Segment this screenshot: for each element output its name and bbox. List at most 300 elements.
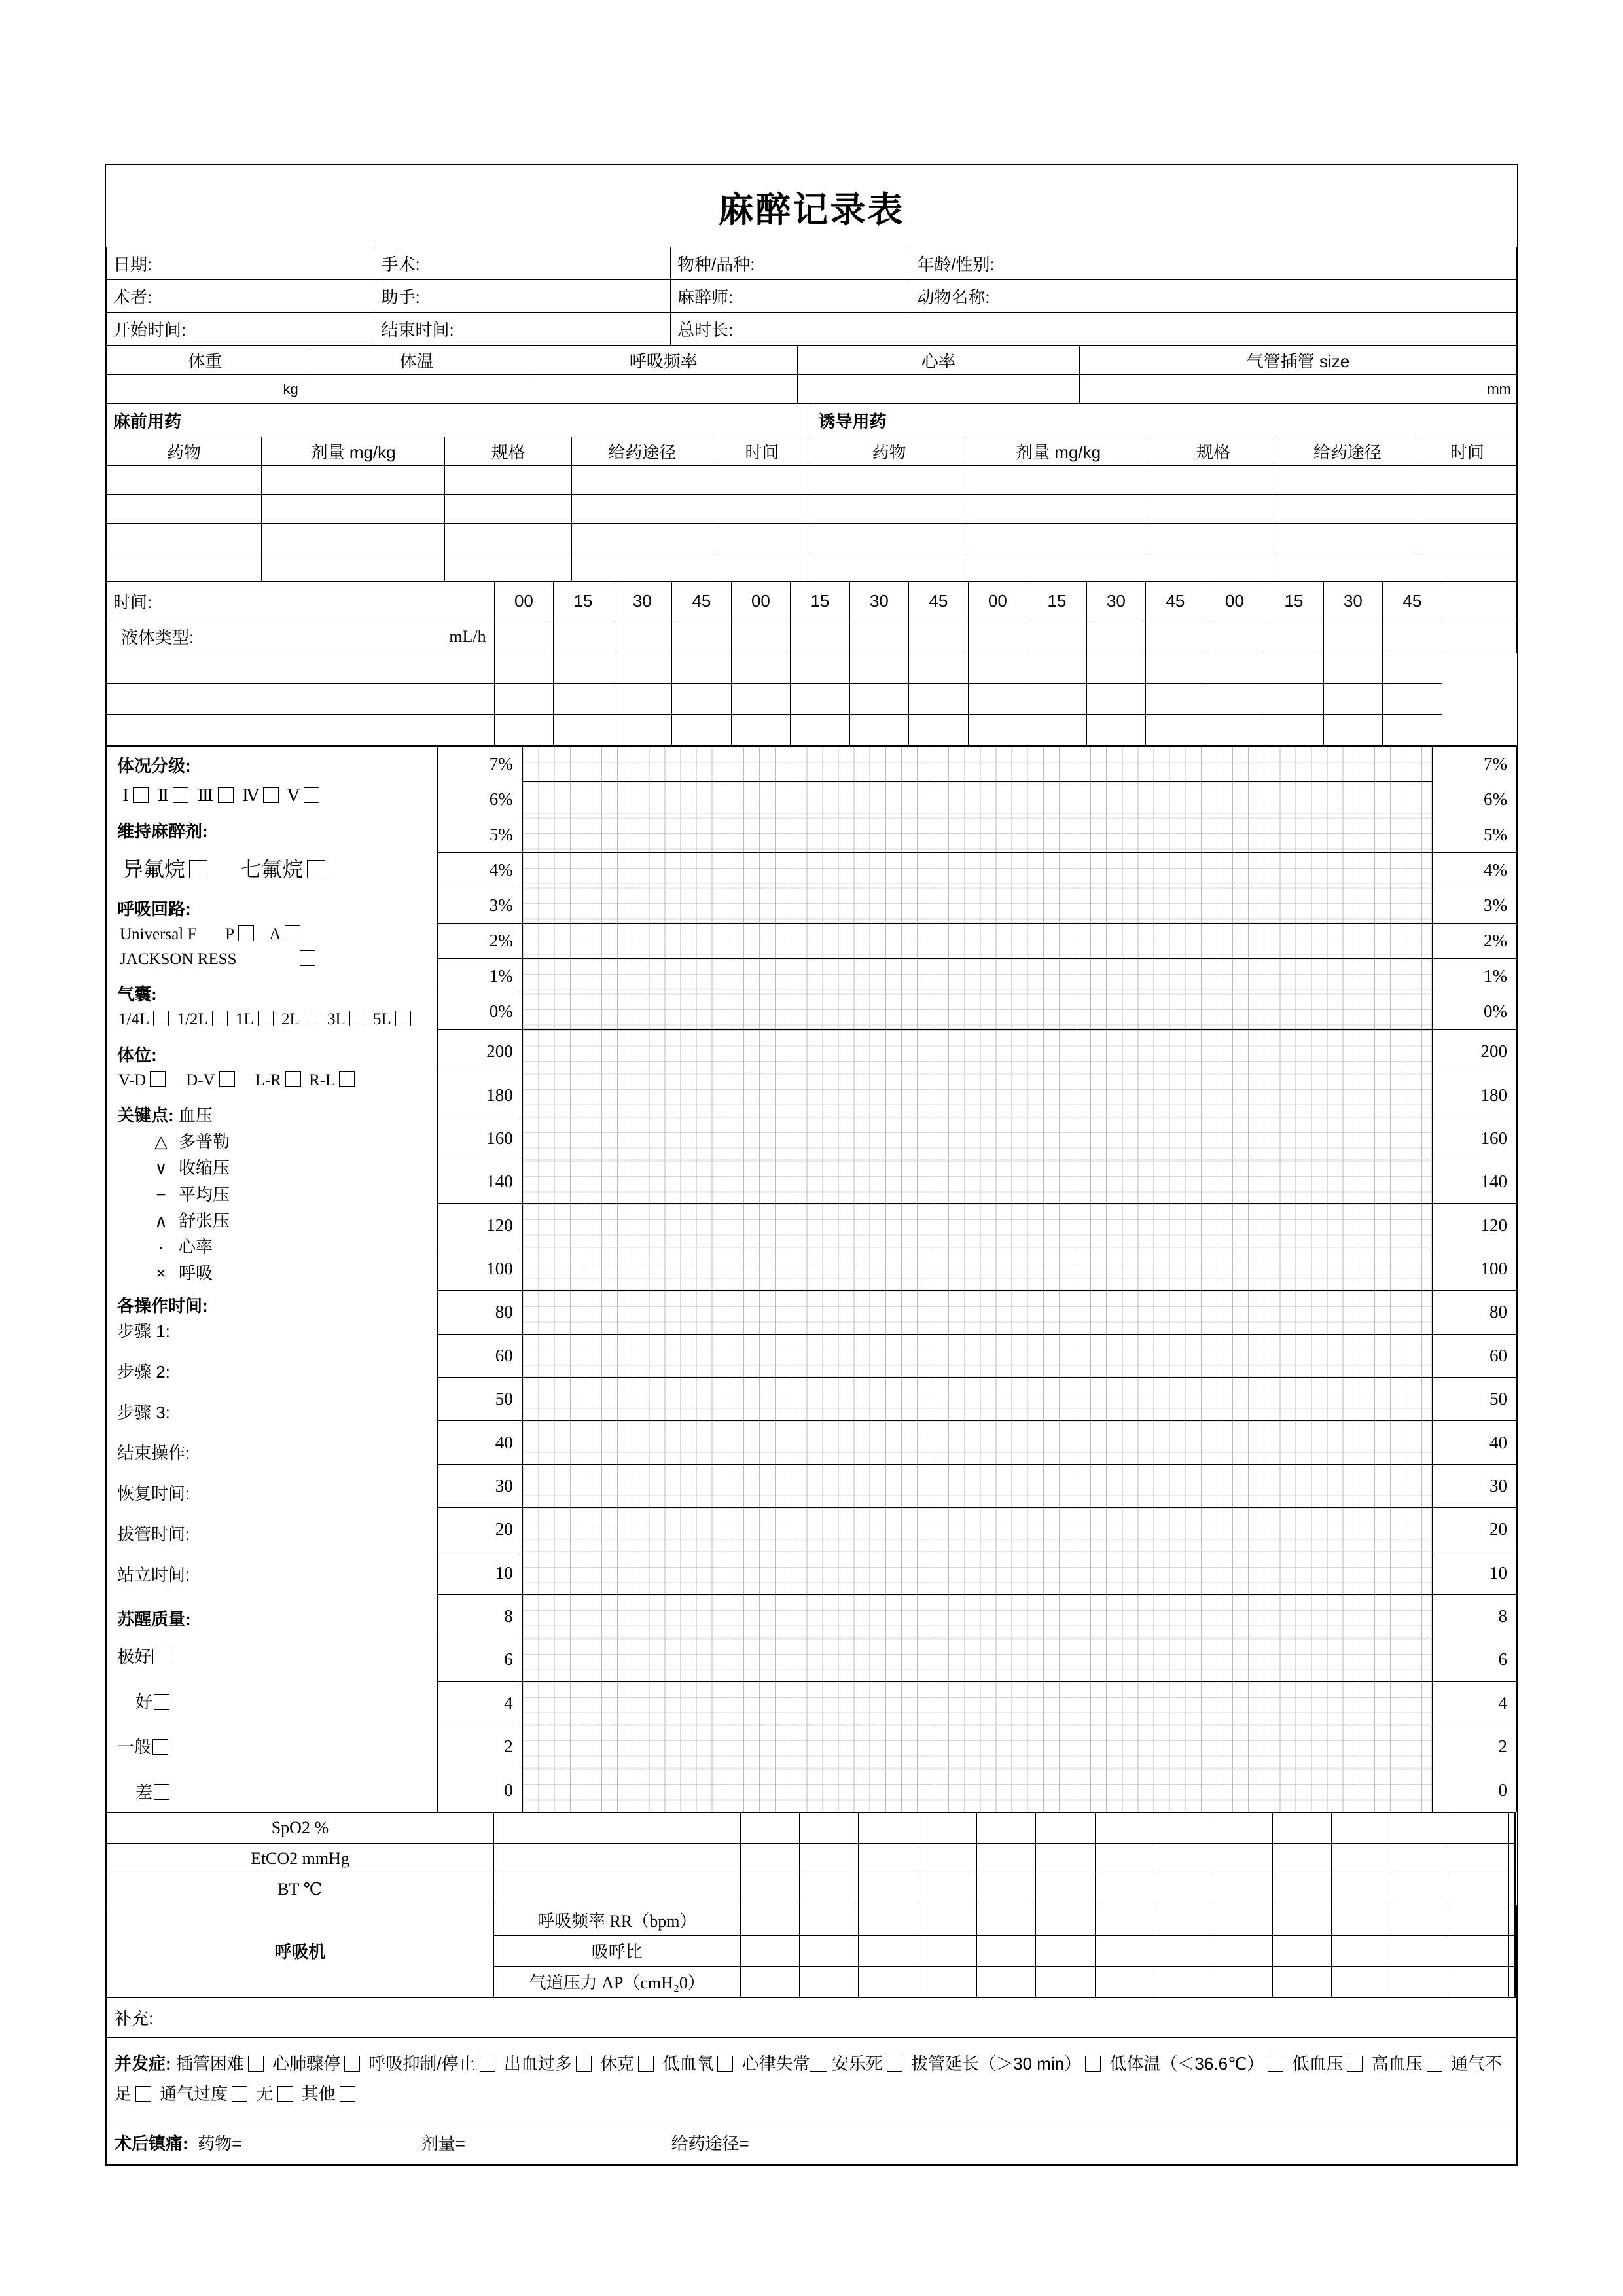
analgesia-dose-field[interactable]: 剂量= [421,2134,465,2154]
fluid-cell[interactable] [494,620,554,653]
drug-cell[interactable] [262,552,445,581]
blank-cell[interactable] [1383,715,1442,745]
drug-cell[interactable] [812,495,967,524]
vent-cell[interactable] [1332,1905,1391,1935]
bt-cell[interactable] [1332,1874,1391,1905]
vent-cell[interactable] [1450,1966,1508,1997]
vent-cell[interactable] [1154,1905,1213,1935]
spo2-cell[interactable] [918,1812,976,1843]
fluid-cell[interactable] [1086,620,1146,653]
fluid-cell[interactable] [849,620,909,653]
drug-cell[interactable] [262,524,445,552]
bt-cell[interactable] [1515,1874,1516,1905]
field-assistant-label[interactable]: 助手: [374,280,671,313]
field-species-label[interactable]: 物种/品种: [670,247,910,280]
blank-cell[interactable] [909,715,969,745]
etco2-cell[interactable] [1036,1843,1095,1874]
vent-cell[interactable] [1516,1905,1517,1935]
chart-grid-row[interactable] [522,1073,1432,1117]
drug-cell[interactable] [1277,552,1418,581]
vitals-value-resp-rate[interactable] [529,375,797,404]
chart-grid-row[interactable] [522,1334,1432,1377]
bt-cell[interactable] [859,1874,918,1905]
blank-cell[interactable] [1264,684,1324,715]
spo2-cell[interactable] [1095,1812,1154,1843]
vent-cell[interactable] [1332,1966,1391,1997]
blank-cell[interactable] [1205,715,1264,745]
vent-cell[interactable] [859,1905,918,1935]
bt-cell[interactable] [740,1874,799,1905]
asa-checkbox-3[interactable] [218,787,234,803]
drug-cell[interactable] [445,524,572,552]
bt-cell[interactable] [1154,1874,1213,1905]
complication-checkbox-13[interactable] [232,2086,247,2102]
chart-grid-row[interactable] [522,888,1432,923]
bag-checkbox-1l[interactable] [258,1011,274,1026]
vitals-value-heart-rate[interactable] [797,375,1079,404]
blank-cell[interactable] [672,653,732,684]
blank-cell[interactable] [613,684,672,715]
asa-checkbox-2[interactable] [173,787,188,803]
blank-cell[interactable] [968,715,1027,745]
etco2-cell[interactable] [977,1843,1036,1874]
blank-cell[interactable] [107,715,495,745]
blank-cell[interactable] [672,684,732,715]
field-total-duration-label[interactable]: 总时长: [670,313,1516,346]
fluid-cell[interactable] [1442,620,1516,653]
circuit-checkbox-a[interactable] [285,925,300,941]
recovery-checkbox-good[interactable] [154,1694,169,1710]
vent-cell[interactable] [1391,1935,1450,1966]
blank-cell[interactable] [731,715,791,745]
position-checkbox-vd[interactable] [150,1071,166,1087]
drug-cell[interactable] [812,466,967,495]
complication-checkbox-3[interactable] [576,2056,592,2072]
blank-cell[interactable] [554,715,613,745]
position-checkbox-rl[interactable] [339,1071,355,1087]
recovery-checkbox-fair[interactable] [152,1739,168,1755]
spo2-cell[interactable] [1036,1812,1095,1843]
chart-grid-row[interactable] [522,1117,1432,1160]
blank-cell[interactable] [1383,684,1442,715]
drug-cell[interactable] [107,524,262,552]
field-anesthetist-label[interactable]: 麻醉师: [670,280,910,313]
bt-cell[interactable] [493,1874,740,1905]
vent-cell[interactable] [977,1966,1036,1997]
bt-cell[interactable] [918,1874,976,1905]
etco2-cell[interactable] [1095,1843,1154,1874]
chart-grid-row[interactable] [522,1638,1432,1681]
blank-cell[interactable] [1027,715,1087,745]
blank-cell[interactable] [1086,684,1146,715]
vitals-value-temperature[interactable] [304,375,529,404]
blank-cell[interactable] [1264,715,1324,745]
fluid-cell[interactable] [672,620,732,653]
complication-checkbox-14[interactable] [277,2086,293,2102]
complication-checkbox-10[interactable] [1347,2056,1363,2072]
blank-cell[interactable] [1323,715,1383,745]
bag-checkbox-3l[interactable] [349,1011,365,1026]
vent-cell[interactable] [1095,1966,1154,1997]
complication-checkbox-4[interactable] [638,2056,654,2072]
chart-grid-row[interactable] [522,746,1432,782]
vent-cell[interactable] [1450,1935,1508,1966]
blank-cell[interactable] [1086,653,1146,684]
vent-cell[interactable] [1272,1905,1331,1935]
analgesia-drug-field[interactable]: 药物= [198,2134,242,2154]
drug-cell[interactable] [1277,524,1418,552]
fluid-cell[interactable] [554,620,613,653]
field-surgery-label[interactable]: 手术: [374,247,671,280]
field-end-time-label[interactable]: 结束时间: [374,313,671,346]
drug-cell[interactable] [967,495,1150,524]
operation-step-1[interactable]: 步骤 1: [117,1321,170,1341]
fluid-cell[interactable] [968,620,1027,653]
circuit-checkbox-p[interactable] [238,925,254,941]
vent-cell[interactable] [1516,1966,1517,1997]
vent-cell[interactable] [1391,1905,1450,1935]
blank-cell[interactable] [968,653,1027,684]
field-surgeon-label[interactable]: 术者: [107,280,374,313]
drug-cell[interactable] [967,466,1150,495]
blank-cell[interactable] [672,715,732,745]
blank-cell[interactable] [1205,653,1264,684]
etco2-cell[interactable] [1154,1843,1213,1874]
spo2-cell[interactable] [1450,1812,1508,1843]
drug-cell[interactable] [107,495,262,524]
blank-cell[interactable] [1264,653,1324,684]
complication-checkbox-15[interactable] [340,2086,355,2102]
spo2-cell[interactable] [1391,1812,1450,1843]
etco2-cell[interactable] [1272,1843,1331,1874]
vent-cell[interactable] [859,1966,918,1997]
etco2-cell[interactable] [493,1843,740,1874]
vent-cell[interactable] [740,1935,799,1966]
vent-cell[interactable] [1154,1935,1213,1966]
operation-step-2[interactable]: 步骤 2: [117,1361,170,1382]
vent-cell[interactable] [1450,1905,1508,1935]
maintenance-checkbox-isoflurane[interactable] [189,860,207,878]
complication-checkbox-0[interactable] [248,2056,264,2072]
blank-cell[interactable] [554,684,613,715]
complications-row[interactable] [107,2037,1517,2121]
spo2-cell[interactable] [859,1812,918,1843]
bt-cell[interactable] [1213,1874,1272,1905]
etco2-cell[interactable] [1391,1843,1450,1874]
chart-grid-row[interactable] [522,1160,1432,1204]
blank-cell[interactable] [849,684,909,715]
position-options[interactable] [118,1068,437,1093]
recovery-option-excellent-row[interactable] [117,1644,437,1670]
bag-checkbox-half[interactable] [212,1011,228,1026]
bag-checkbox-5l[interactable] [395,1011,411,1026]
operation-extubation-time[interactable]: 拔管时间: [117,1524,190,1544]
drug-cell[interactable] [1418,466,1517,495]
spo2-cell[interactable] [977,1812,1036,1843]
spo2-cell[interactable] [740,1812,799,1843]
vent-cell[interactable] [1154,1966,1213,1997]
spo2-cell[interactable] [799,1812,858,1843]
drug-cell[interactable] [262,495,445,524]
drug-cell[interactable] [1418,524,1517,552]
drug-cell[interactable] [107,552,262,581]
drug-cell[interactable] [1418,495,1517,524]
vent-cell[interactable] [1213,1935,1272,1966]
blank-cell[interactable] [494,715,554,745]
blank-cell[interactable] [731,684,791,715]
complication-checkbox-7[interactable] [887,2056,902,2072]
blank-cell[interactable] [494,684,554,715]
vent-cell[interactable] [1036,1935,1095,1966]
vent-cell[interactable] [799,1935,858,1966]
chart-grid-row[interactable] [522,1464,1432,1507]
blank-cell[interactable] [107,684,495,715]
etco2-cell[interactable] [1509,1843,1515,1874]
vent-cell[interactable] [918,1935,976,1966]
blank-cell[interactable] [731,653,791,684]
bt-cell[interactable] [1272,1874,1331,1905]
drug-cell[interactable] [713,524,812,552]
chart-grid-row[interactable] [522,1508,1432,1551]
etco2-cell[interactable] [1213,1843,1272,1874]
drug-cell[interactable] [713,552,812,581]
supplement-row[interactable] [107,1998,1517,2037]
recovery-option-good-row[interactable] [135,1689,437,1715]
vent-cell[interactable] [1509,1905,1515,1935]
chart-grid-row[interactable] [522,1421,1432,1464]
field-animal-name-label[interactable]: 动物名称: [910,280,1517,313]
blank-cell[interactable] [791,653,850,684]
vent-cell[interactable] [1036,1905,1095,1935]
chart-grid-row[interactable] [522,923,1432,958]
blank-cell[interactable] [1027,684,1087,715]
recovery-checkbox-excellent[interactable] [152,1649,168,1664]
blank-cell[interactable] [1323,653,1383,684]
blank-cell[interactable] [494,653,554,684]
vent-cell[interactable] [1213,1966,1272,1997]
drug-cell[interactable] [1150,466,1277,495]
chart-grid-row[interactable] [522,1377,1432,1420]
vent-cell[interactable] [977,1905,1036,1935]
blank-cell[interactable] [1086,715,1146,745]
spo2-cell[interactable] [1515,1812,1516,1843]
etco2-cell[interactable] [1515,1843,1516,1874]
circuit-row-universal[interactable] [120,922,437,947]
bag-checkbox-2l[interactable] [304,1011,319,1026]
blank-cell[interactable] [1027,653,1087,684]
vent-cell[interactable] [1036,1966,1095,1997]
operation-step-3[interactable]: 步骤 3: [117,1402,170,1422]
blank-cell[interactable] [554,653,613,684]
fluid-cell[interactable] [613,620,672,653]
analgesia-route-field[interactable]: 给药途径= [671,2134,749,2154]
drug-cell[interactable] [1150,552,1277,581]
recovery-option-fair-row[interactable] [117,1734,437,1760]
drug-cell[interactable] [445,552,572,581]
vent-cell[interactable] [1213,1905,1272,1935]
chart-grid-row[interactable] [522,1551,1432,1594]
operation-standing-time[interactable]: 站立时间: [117,1564,190,1585]
maintenance-checkbox-sevoflurane[interactable] [307,860,325,878]
fluid-cell[interactable] [1027,620,1087,653]
vent-cell[interactable] [1509,1935,1515,1966]
blank-cell[interactable] [1205,684,1264,715]
complication-checkbox-9[interactable] [1268,2056,1283,2072]
drug-cell[interactable] [812,552,967,581]
complication-checkbox-11[interactable] [1427,2056,1442,2072]
chart-grid-row[interactable] [522,782,1432,817]
bt-cell[interactable] [1095,1874,1154,1905]
drug-cell[interactable] [107,466,262,495]
bt-cell[interactable] [1036,1874,1095,1905]
spo2-cell[interactable] [493,1812,740,1843]
recovery-checkbox-poor[interactable] [154,1784,169,1800]
blank-cell[interactable] [107,653,495,684]
chart-grid-row[interactable] [522,817,1432,853]
field-start-time-label[interactable]: 开始时间: [107,313,374,346]
spo2-cell[interactable] [1332,1812,1391,1843]
vent-cell[interactable] [977,1935,1036,1966]
vent-cell[interactable] [1272,1966,1331,1997]
vent-cell[interactable] [1391,1966,1450,1997]
chart-grid-row[interactable] [522,1768,1432,1812]
blank-cell[interactable] [791,715,850,745]
drug-cell[interactable] [572,524,713,552]
bt-cell[interactable] [1509,1874,1515,1905]
vent-cell[interactable] [1095,1935,1154,1966]
fluid-cell[interactable] [1205,620,1264,653]
blank-cell[interactable] [1146,684,1205,715]
complication-checkbox-8[interactable] [1085,2056,1101,2072]
etco2-cell[interactable] [799,1843,858,1874]
operation-recovery-time[interactable]: 恢复时间: [117,1483,190,1503]
drug-cell[interactable] [572,495,713,524]
etco2-cell[interactable] [1450,1843,1508,1874]
fluid-cell[interactable] [909,620,969,653]
spo2-cell[interactable] [1272,1812,1331,1843]
position-checkbox-lr[interactable] [285,1071,301,1087]
vent-cell[interactable] [859,1935,918,1966]
vent-cell[interactable] [799,1905,858,1935]
analgesia-row[interactable] [107,2121,1517,2164]
asa-checkbox-5[interactable] [304,787,319,803]
vent-cell[interactable] [740,1966,799,1997]
fluid-cell[interactable] [731,620,791,653]
complication-checkbox-12[interactable] [135,2086,151,2102]
vent-cell[interactable] [1272,1935,1331,1966]
vent-cell[interactable] [918,1905,976,1935]
field-age-sex-label[interactable]: 年龄/性别: [910,247,1517,280]
blank-cell[interactable] [1383,653,1442,684]
spo2-cell[interactable] [1509,1812,1515,1843]
chart-grid-row[interactable] [522,1681,1432,1725]
complication-checkbox-1[interactable] [344,2056,360,2072]
vent-cell[interactable] [1332,1935,1391,1966]
drug-cell[interactable] [1418,552,1517,581]
blank-cell[interactable] [1146,715,1205,745]
blank-cell[interactable] [849,715,909,745]
maintenance-options[interactable] [122,853,437,885]
chart-grid-row[interactable] [522,1204,1432,1247]
circuit-checkbox-jackson[interactable] [300,950,315,966]
drug-cell[interactable] [1277,466,1418,495]
bt-cell[interactable] [977,1874,1036,1905]
spo2-cell[interactable] [1213,1812,1272,1843]
drug-cell[interactable] [967,552,1150,581]
asa-checkbox-4[interactable] [263,787,279,803]
chart-grid-row[interactable] [522,958,1432,994]
drug-cell[interactable] [1150,495,1277,524]
chart-grid-row[interactable] [522,1594,1432,1638]
circuit-row-jackson[interactable] [120,947,437,972]
drug-cell[interactable] [713,495,812,524]
etco2-cell[interactable] [1332,1843,1391,1874]
blank-cell[interactable] [1146,653,1205,684]
blank-cell[interactable] [1323,684,1383,715]
vent-cell[interactable] [918,1966,976,1997]
drug-cell[interactable] [572,466,713,495]
bt-cell[interactable] [799,1874,858,1905]
complication-checkbox-2[interactable] [480,2056,495,2072]
chart-grid-row[interactable] [522,1247,1432,1290]
vitals-value-weight[interactable] [107,381,283,398]
etco2-cell[interactable] [918,1843,976,1874]
drug-cell[interactable] [812,524,967,552]
chart-grid-row[interactable] [522,1030,1432,1073]
complication-checkbox-5[interactable] [717,2056,733,2072]
vent-cell[interactable] [740,1905,799,1935]
drug-cell[interactable] [1150,524,1277,552]
blank-cell[interactable] [909,653,969,684]
vitals-value-ett-size[interactable] [1080,381,1487,398]
bag-options[interactable] [118,1007,437,1032]
vent-cell[interactable] [1516,1935,1517,1966]
position-checkbox-dv[interactable] [219,1071,235,1087]
operation-end[interactable]: 结束操作: [117,1443,190,1463]
etco2-cell[interactable] [859,1843,918,1874]
chart-grid-row[interactable] [522,1725,1432,1768]
drug-cell[interactable] [262,466,445,495]
drug-cell[interactable] [713,466,812,495]
blank-cell[interactable] [909,684,969,715]
bag-checkbox-quarter[interactable] [153,1011,169,1026]
etco2-cell[interactable] [740,1843,799,1874]
fluid-cell[interactable] [1146,620,1205,653]
drug-cell[interactable] [967,524,1150,552]
drug-cell[interactable] [1277,495,1418,524]
drug-cell[interactable] [445,466,572,495]
fluid-cell[interactable] [1383,620,1442,653]
blank-cell[interactable] [613,653,672,684]
blank-cell[interactable] [613,715,672,745]
asa-options[interactable] [122,783,437,808]
chart-grid-row[interactable] [522,994,1432,1030]
vent-cell[interactable] [799,1966,858,1997]
drug-cell[interactable] [572,552,713,581]
chart-grid-row[interactable] [522,1291,1432,1334]
fluid-cell[interactable] [791,620,850,653]
blank-cell[interactable] [849,653,909,684]
fluid-cell[interactable] [1264,620,1324,653]
vent-cell[interactable] [1095,1905,1154,1935]
spo2-cell[interactable] [1154,1812,1213,1843]
blank-cell[interactable] [968,684,1027,715]
vent-cell[interactable] [1509,1966,1515,1997]
fluid-cell[interactable] [1323,620,1383,653]
bt-cell[interactable] [1391,1874,1450,1905]
bt-cell[interactable] [1450,1874,1508,1905]
blank-cell[interactable] [791,684,850,715]
